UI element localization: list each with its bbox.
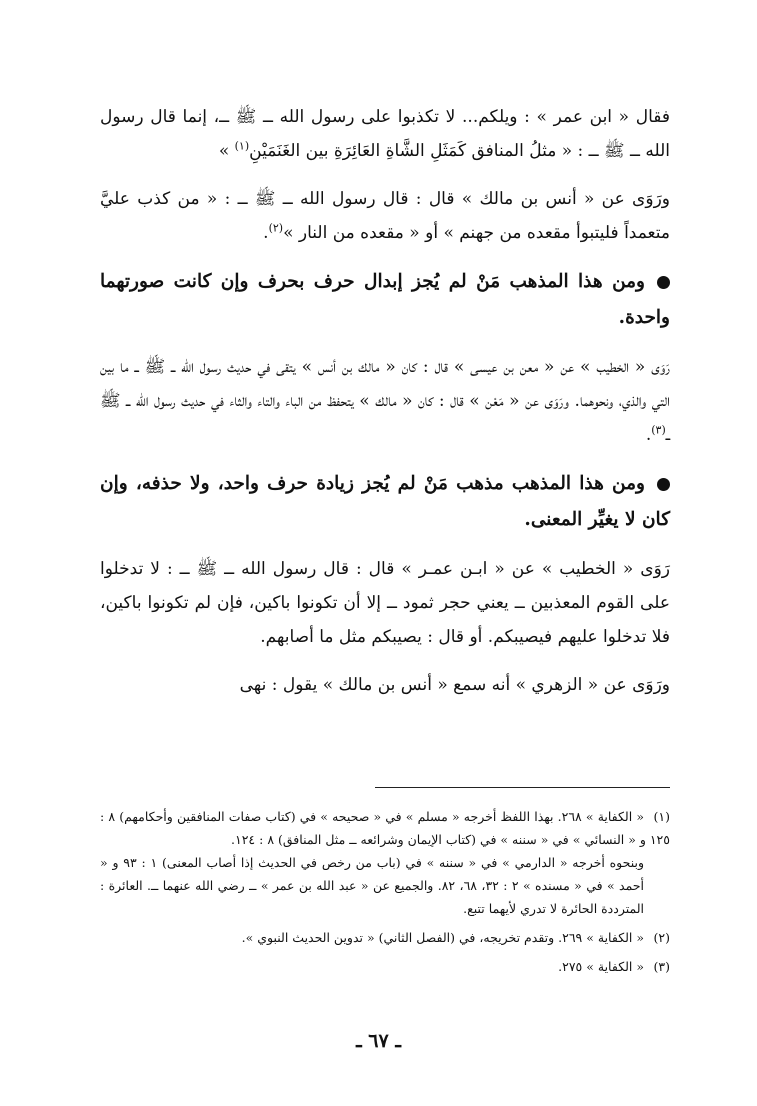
- section-heading-1: ومن هذا المذهب مَنْ لم يُجز إبدال حرف بحرف وإن كانت صورتهما واحدة.: [100, 271, 670, 328]
- footnote-number: (٣): [653, 959, 670, 974]
- footnote-1: [100, 805, 670, 920]
- footnote-text: « الكفاية » ٢٦٩. وتقدم تخريجه، في (الفصل الثاني) « تدوين الحديث النبوي ».: [241, 930, 644, 945]
- paragraph-2: ورَوَى عن « أنس بن مالك » قال : قال رسول الله ــ ﷺ ــ : « من كذب عليَّ متعمداً فليتبوأ مقعده من جهنم » أو « مقعده من النار »$^{(٢)}$.: [100, 189, 670, 243]
- footnote-text: « الكفاية » ٢٦٨. بهذا اللفظ أخرجه « مسلم » في « صحيحه » في (كتاب صفات المنافقين وأحكامهم) ٨ : ١٢٥ و « النسائي » في « سننه » في (كتاب الإيمان وشرائعه ــ مثل المنافق) ٨ : ١٢٤.: [100, 809, 670, 847]
- main-text: [100, 100, 670, 716]
- footnote-2: [100, 926, 670, 949]
- section-heading-2: ومن هذا المذهب مذهب مَنْ لم يُجز زيادة حرف واحد، ولا حذفه، وإن كان لا يغيِّر المعنى.: [100, 473, 670, 530]
- footnote-number: (١): [653, 809, 670, 824]
- bullet-dot-icon: [657, 478, 670, 491]
- page-number: ـ ٦٧ ـ: [356, 1030, 401, 1052]
- footnote-text: « الكفاية » ٢٧٥.: [558, 959, 644, 974]
- paragraph-5: ورَوَى عن « الزهري » أنه سمع « أنس بن مالك » يقول : نهى: [239, 675, 670, 695]
- footnote-extra: وبنحوه أخرجه « الدارمي » في « سننه » في (باب من رخص في الحديث إذا أصاب المعنى) ١ : ٩٣ و « أحمد » في « مسنده » ٢ : ٣٢، ٦٨، ٨٢. والجميع عن « عبد الله بن عمر » ــ رضي الله عنهما ــ. العائرة : المترددة الحائرة لا تدري لأيهما تتبع.: [100, 855, 644, 916]
- footnote-ref-1[interactable]: (١): [234, 139, 250, 153]
- footnotes: [100, 805, 670, 984]
- bullet-dot-icon: [657, 276, 670, 289]
- paragraph-3: رَوَى « الخطيب » عن « معن بن عيسى » قال : كان « مالك بن أنس » يتقى في حديث رسول الله ــ ﷺ ــ ما بين التي والذي، ونحوهما. ورَوَى عن « مَعْن » قال : كان « مالك » يتحفظ من الباء والتاء والثاء في حديث رسول الله ــ ﷺ ــ$^{(٣)}$.: [100, 357, 670, 445]
- footnote-ref-3[interactable]: (٣): [651, 423, 666, 437]
- footnote-divider: [375, 787, 670, 788]
- paragraph-4: رَوَى « الخطيب » عن « ابـن عمـر » قال : قال رسول الله ــ ﷺ ــ : لا تدخلوا على القوم المعذبين ــ يعني حجر ثمود ــ إلا أن تكونوا باكين، فإن لم تكونوا باكين، فلا تدخلوا عليهم فيصيبكم. أو قال : يصيبكم مثل ما أصابهم.: [100, 559, 670, 647]
- footnote-ref-2[interactable]: (٢): [268, 221, 284, 235]
- footnote-3: [100, 955, 670, 978]
- paragraph-1: فقال « ابن عمر » : ويلكم... لا تكذبوا على رسول الله ــ ﷺ ــ، إنما قال رسول الله ــ ﷺ ــ : « مثلُ المنافق كَمَثَلِ الشَّاةِ العَائِرَةِ بين الغَنَمَيْنِ$^{(١)}$ »: [100, 107, 670, 161]
- footnote-number: (٢): [653, 930, 670, 945]
